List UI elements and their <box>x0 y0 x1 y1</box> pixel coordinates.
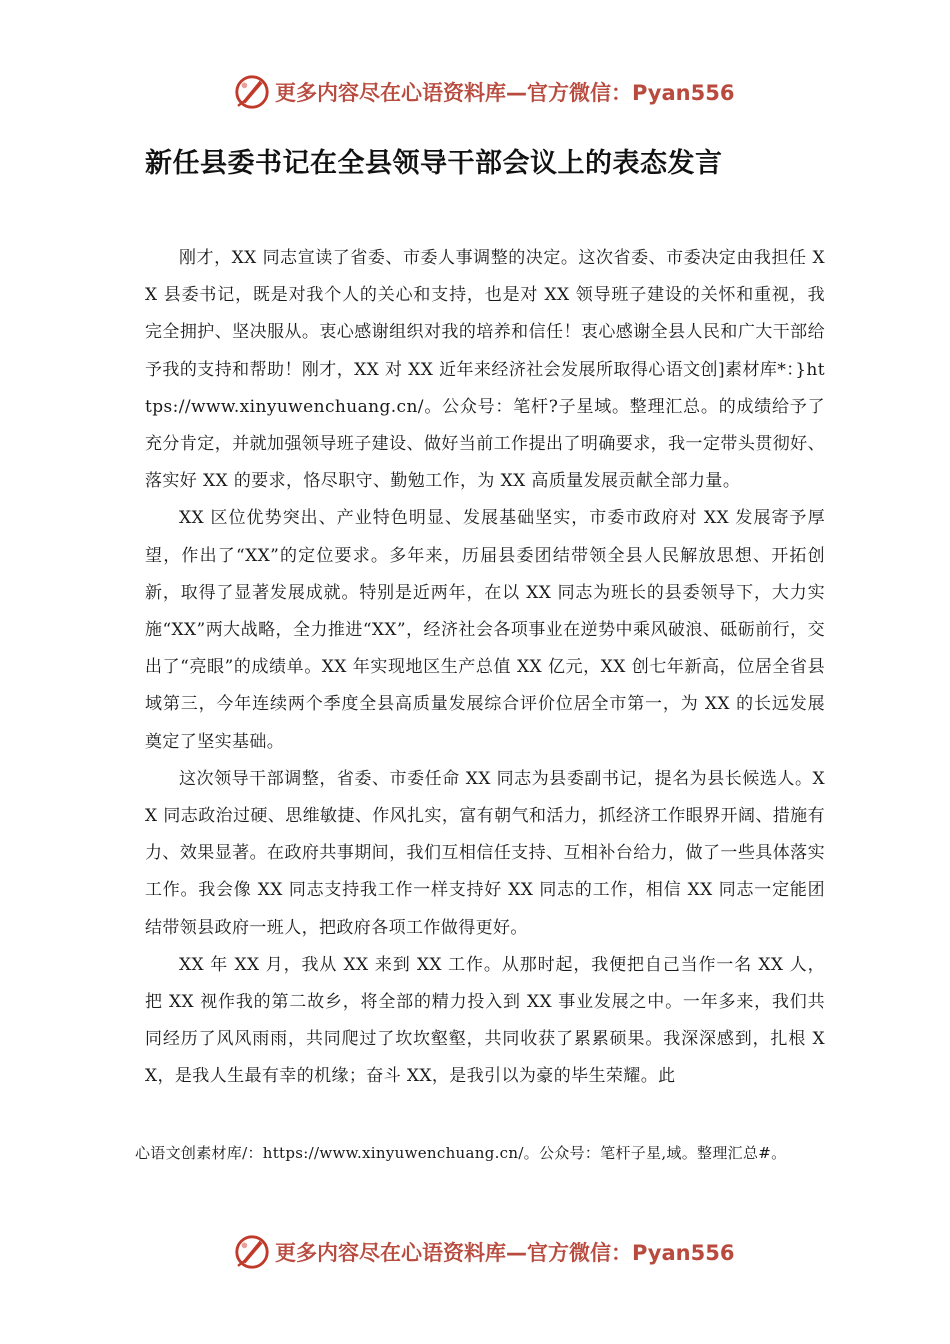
paragraph-4: XX 年 XX 月，我从 XX 来到 XX 工作。从那时起，我便把自己当作一名 XX 人，把 XX 视作我的第二故乡，将全部的精力投入到 XX 事业发展之中。一年多来，我们共同经历了风风雨雨，共同爬过了坎坎壑壑，共同收获了累累硕果。我深深感到，扎根 XX，是我人生最有幸的机缘；奋斗 XX，是我引以为豪的毕生荣耀。此 <box>145 954 825 1087</box>
header-banner-text: 更多内容尽在心语资料库—官方微信：Pyan556 <box>275 81 735 105</box>
document-body <box>145 240 825 1096</box>
quill-logo-icon <box>233 1233 271 1271</box>
footer-banner <box>233 1230 734 1274</box>
paragraph-2: XX 区位优势突出、产业特色明显、发展基础坚实，市委市政府对 XX 发展寄予厚望，作出了“XX”的定位要求。多年来，历届县委团结带领全县人民解放思想、开拓创新，取得了显著发展成就。特别是近两年，在以 XX 同志为班长的县委领导下，大力实施“XX”两大战略，全力推进“XX”，经济社会各项事业在逆势中乘风破浪、砥砺前行，交出了“亮眼”的成绩单。XX 年实现地区生产总值 XX 亿元，XX 创七年新高，位居全省县域第三，今年连续两个季度全县高质量发展综合评价位居全市第一，为 XX 的长远发展奠定了坚实基础。 <box>145 508 825 752</box>
header-banner <box>233 70 734 114</box>
source-note: 心语文创素材库/：https://www.xinyuwenchuang.cn/。公众号：笔杆子星,域。整理汇总#。 <box>135 1144 787 1162</box>
paragraph-1: 刚才，XX 同志宣读了省委、市委人事调整的决定。这次省委、市委决定由我担任 XX 县委书记，既是对我个人的关心和支持，也是对 XX 领导班子建设的关怀和重视，我完全拥护、坚决服从。衷心感谢组织对我的培养和信任！衷心感谢全县人民和广大干部给予我的支持和帮助！刚才，XX 对 XX 近年来经济社会发展所取得心语文创]素材库*：}https://www.xinyuwenchuang.cn/。公众号：笔杆?子星域。整理汇总。的成绩给予了充分肯定，并就加强领导班子建设、做好当前工作提出了明确要求，我一定带头贯彻好、落实好 XX 的要求，恪尽职守、勤勉工作，为 XX 高质量发展贡献全部力量。 <box>145 248 825 492</box>
page-title: 新任县委书记在全县领导干部会议上的表态发言 <box>145 148 723 179</box>
footer-banner-text: 更多内容尽在心语资料库—官方微信：Pyan556 <box>275 1241 735 1265</box>
quill-logo-icon <box>233 73 271 111</box>
paragraph-3: 这次领导干部调整，省委、市委任命 XX 同志为县委副书记，提名为县长候选人。XX 同志政治过硬、思维敏捷、作风扎实，富有朝气和活力，抓经济工作眼界开阔、措施有力、效果显著。在政府共事期间，我们互相信任支持、互相补台给力，做了一些具体落实工作。我会像 XX 同志支持我工作一样支持好 XX 同志的工作，相信 XX 同志一定能团结带领县政府一班人，把政府各项工作做得更好。 <box>145 768 825 938</box>
